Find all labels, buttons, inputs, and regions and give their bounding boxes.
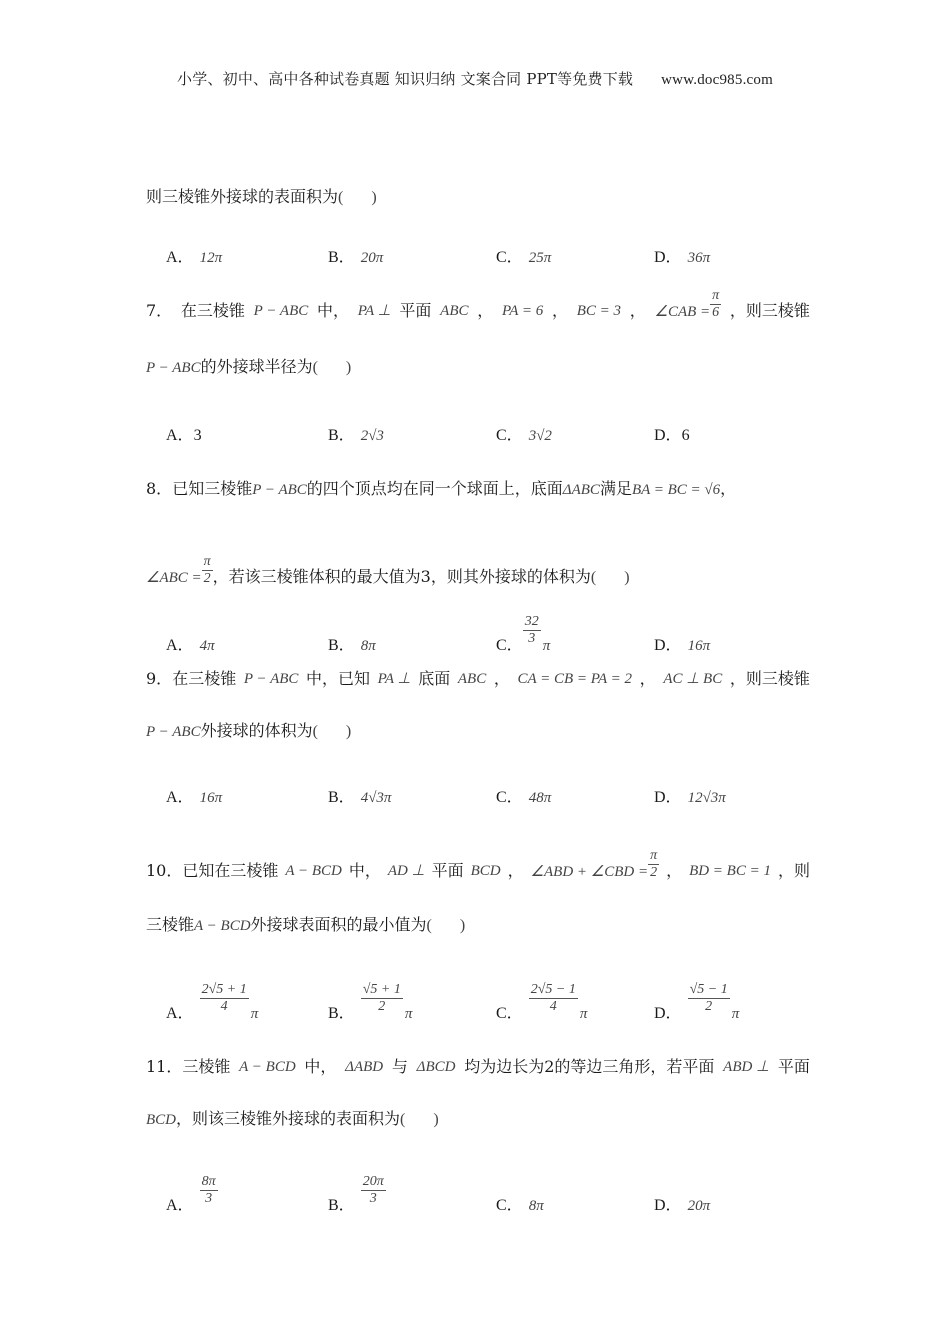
q8-stem-line1: [146, 478, 810, 501]
header-site-link[interactable]: www.doc985.com: [661, 72, 773, 88]
q10-options: [166, 982, 786, 1040]
q10-text-2: 中，: [348, 861, 381, 880]
q11-option-d: D． 20π: [654, 1197, 711, 1214]
q9-option-b: B． 4√3π: [328, 789, 392, 806]
q7-option-b: B． 2√3: [328, 427, 384, 444]
q7-math-2: PA ⊥: [357, 303, 391, 319]
q11-options: [166, 1174, 786, 1232]
q11-text-3: 与: [391, 1057, 408, 1076]
q11-stem-line2: [146, 1108, 810, 1131]
q8-stem-line2: [146, 554, 810, 589]
q8-number: 8．: [146, 479, 173, 498]
q10-sep-1: ，: [507, 861, 524, 880]
page-header: [0, 68, 950, 89]
q9-math-2: PA ⊥: [377, 671, 411, 687]
q8-text-1: 已知三棱锥: [172, 479, 253, 498]
q7-option-d: D．6: [654, 427, 690, 444]
q6-options: [166, 244, 786, 284]
q11-text-5: 平面: [777, 1057, 810, 1076]
q11-math-3: ΔBCD: [416, 1059, 456, 1075]
q7-math-3: ABC: [440, 303, 469, 319]
q9-option-c: C． 48π: [496, 789, 552, 806]
q10-math-2: AD ⊥: [387, 863, 425, 879]
q9-math-3: ABC: [457, 671, 487, 687]
q9-math-6: P − ABC: [146, 724, 201, 740]
q7-text-2: 中，: [316, 301, 349, 320]
q9-math-1: P − ABC: [243, 671, 299, 687]
q8-text-2: 的四个顶点均在同一个球面上，底面: [306, 479, 563, 498]
q10-option-d: D． $\frac{√5 - 1}{2}$ π: [654, 982, 740, 1022]
q9-math-5: AC ⊥ BC: [663, 671, 723, 687]
q10-answer-blank: ( ): [426, 917, 466, 934]
q8-math-1: P − ABC: [252, 482, 307, 498]
q7-sep-1: ，: [477, 301, 494, 320]
q11-math-2: ΔABD: [345, 1059, 384, 1075]
q8-text-3: 满足: [599, 479, 632, 498]
q7-math-1: P − ABC: [253, 303, 309, 319]
q8-option-b: B． 8π: [328, 637, 376, 654]
q8-math-3: BA = BC = √6: [631, 482, 721, 498]
q10-option-c: C． $\frac{2√5 - 1}{4}$ π: [496, 982, 588, 1022]
q8-option-d: D． 16π: [654, 637, 711, 654]
q11-math-1: A − BCD: [239, 1059, 296, 1075]
q9-stem-line2: [146, 720, 810, 743]
q6-option-b: B． 20π: [328, 249, 384, 266]
q6-answer-blank: ( ): [338, 189, 377, 206]
q7-math-5: BC = 3: [576, 303, 622, 319]
q9-text-5: 外接球的体积为: [200, 721, 313, 740]
q11-text-6: ，则该三棱锥外接球的表面积为: [176, 1109, 401, 1128]
q11-lead: 11．三棱锥: [146, 1057, 231, 1076]
q7-sep-3: ，: [629, 301, 646, 320]
q9-math-4: CA = CB = PA = 2: [517, 671, 633, 687]
q8-math-2: ΔABC: [562, 482, 600, 498]
q7-text-1: 在三棱锥: [180, 301, 245, 320]
q7-text-5: 的外接球半径为: [200, 357, 313, 376]
q11-text-4: 均为边长为2的等边三角形，若平面: [464, 1057, 715, 1076]
q7-stem-line2: [146, 356, 810, 379]
q7-number: 7．: [146, 301, 173, 320]
q7-option-a: A．3: [166, 427, 202, 444]
q10-text-3: 平面: [431, 861, 464, 880]
q10-text-4: ，则: [777, 861, 810, 880]
q9-stem-line1: [146, 668, 810, 690]
q7-stem-line1: [146, 288, 810, 323]
q8-option-c: C． $\frac{32}{3}$ π: [496, 614, 551, 654]
q9-option-d: D． 12√3π: [654, 789, 726, 806]
q10-text-5: 三棱锥: [146, 915, 195, 934]
header-text: 小学、初中、高中各种试卷真题 知识归纳 文案合同 PPT等免费下载: [177, 70, 634, 88]
q6-option-d: D． 36π: [654, 249, 711, 266]
q7-options: [166, 422, 786, 462]
q7-sep-2: ，: [551, 301, 568, 320]
q11-stem-line1: [146, 1056, 810, 1078]
q8-option-a: A． 4π: [166, 637, 215, 654]
q6-option-c: C． 25π: [496, 249, 552, 266]
q7-math-4: PA = 6: [501, 303, 544, 319]
q7-option-c: C． 3√2: [496, 427, 552, 444]
q11-math-4: ABD ⊥: [723, 1059, 770, 1075]
q11-answer-blank: ( ): [400, 1111, 439, 1128]
q7-math-7: P − ABC: [146, 360, 201, 376]
q7-answer-blank: ( ): [312, 359, 352, 376]
q6-stem: [146, 186, 810, 209]
q10-lead: 10．已知在三棱锥: [146, 861, 279, 880]
q9-answer-blank: ( ): [312, 723, 352, 740]
q11-option-c: C． 8π: [496, 1197, 544, 1214]
q8-answer-blank: ( ): [590, 569, 630, 586]
q7-text-3: 平面: [399, 301, 432, 320]
q10-math-6: A − BCD: [194, 918, 251, 934]
q10-sep-2: ，: [666, 861, 683, 880]
q11-option-b: B． $\frac{20\pi}{3}$: [328, 1174, 384, 1214]
q6-option-a: A． 12π: [166, 249, 223, 266]
q9-text-2: 中，已知: [306, 669, 371, 688]
q10-angle-sum: ∠ABD + ∠CBD = $\frac{\pi}{2}$: [530, 848, 658, 880]
q10-option-a: A． $\frac{2√5 + 1}{4}$ π: [166, 982, 259, 1022]
q11-math-5: BCD: [146, 1112, 176, 1128]
q10-option-b: B． $\frac{√5 + 1}{2}$ π: [328, 982, 413, 1022]
q9-text-4: ，则三棱锥: [729, 669, 810, 688]
q8-text-4: ，: [720, 479, 737, 498]
q11-option-a: A． $\frac{8\pi}{3}$: [166, 1174, 216, 1214]
q8-text-5: ，若该三棱锥体积的最大值为3，则其外接球的体积为: [212, 567, 591, 586]
q10-text-6: 外接球表面积的最小值为: [250, 915, 427, 934]
q10-stem-line1: [146, 848, 810, 883]
q10-math-1: A − BCD: [285, 863, 342, 879]
q8-angle: ∠ABC = $\frac{\pi}{2}$: [146, 554, 211, 586]
q9-sep-2: ，: [639, 669, 656, 688]
q9-text-3: 底面: [418, 669, 451, 688]
q9-sep-1: ，: [493, 669, 510, 688]
q9-option-a: A． 16π: [166, 789, 223, 806]
q11-text-2: 中，: [304, 1057, 337, 1076]
q9-options: [166, 784, 786, 824]
q9-lead: 9．在三棱锥: [146, 669, 237, 688]
q10-math-3: BCD: [470, 863, 501, 879]
q10-math-5: BD = BC = 1: [689, 863, 771, 879]
q8-options: [166, 614, 786, 672]
q7-text-4: ，则三棱锥: [729, 301, 810, 320]
q10-stem-line2: [146, 914, 810, 937]
q6-text: 则三棱锥外接球的表面积为: [146, 187, 339, 206]
q7-angle: ∠CAB = $\frac{\pi}{6}$: [654, 288, 720, 320]
